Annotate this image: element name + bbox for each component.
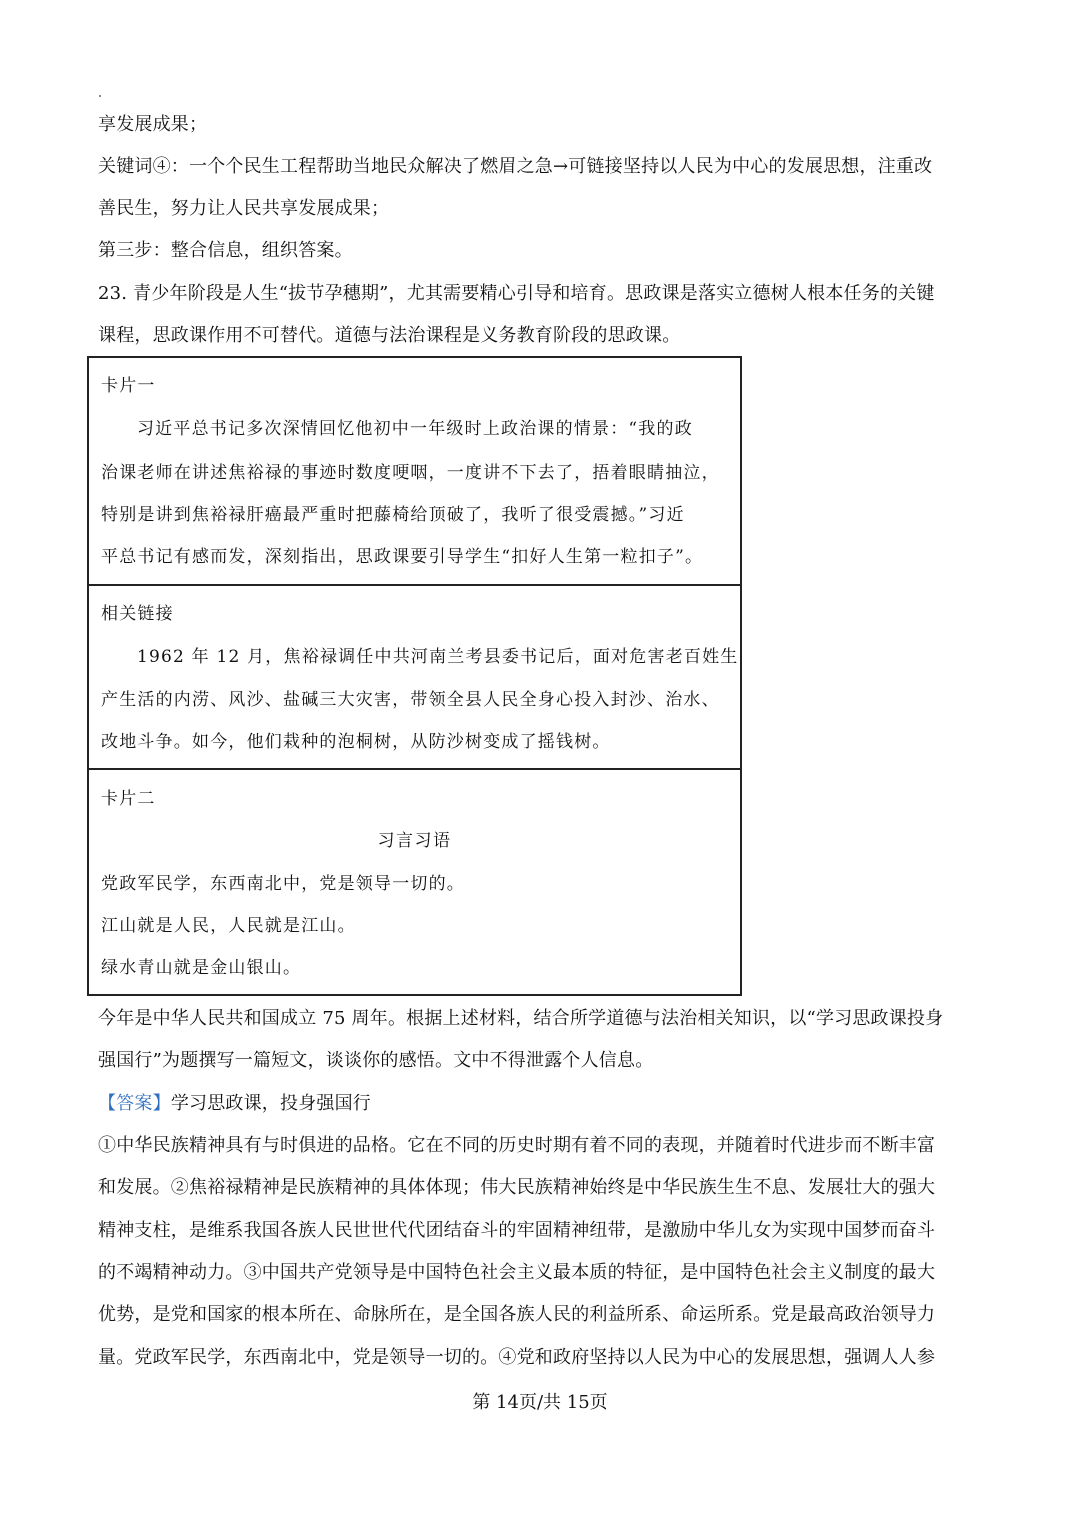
question-23-line: 课程，思政课作用不可替代。道德与法治课程是义务教育阶段的思政课。 (98, 325, 681, 346)
text-line: 关键词④：一个个民生工程帮助当地民众解决了燃眉之急→可链接坚持以人民为中心的发展思想，注重改 (98, 156, 933, 177)
card-two-line: 江山就是人民，人民就是江山。 (101, 916, 356, 936)
text-line: 善民生，努力让人民共享发展成果； (98, 198, 390, 219)
answer-line: 量。党政军民学，东西南北中，党是领导一切的。④党和政府坚持以人民为中心的发展思想，强调人人参 (98, 1347, 936, 1368)
card-two-line: 绿水青山就是金山银山。 (101, 958, 302, 978)
question-23-line: 23. 青少年阶段是人生“拔节孕穗期”，尤其需要精心引导和培育。思政课是落实立德树人根本任务的关键 (98, 283, 935, 304)
answer-line: 的不竭精神动力。③中国共产党领导是中国特色社会主义最本质的特征，是中国特色社会主义制度的最大 (98, 1262, 936, 1283)
card-two (87, 768, 742, 996)
card-one-title: 卡片一 (101, 376, 156, 396)
card-two-subtitle: 习言习语 (377, 831, 452, 851)
page-number: 第 14页/共 15页 (472, 1392, 608, 1413)
related-link-title: 相关链接 (101, 604, 174, 624)
card-two-title: 卡片二 (101, 789, 156, 809)
answer-title: 学习思政课，投身强国行 (170, 1093, 372, 1114)
answer-heading (98, 1092, 371, 1116)
card-one (87, 356, 742, 586)
answer-tag: 【答案】 (98, 1093, 171, 1114)
card-one-line: 特别是讲到焦裕禄肝癌最严重时把藤椅给顶破了，我听了很受震撼。”习近 (101, 505, 685, 525)
answer-line: 优势，是党和国家的根本所在、命脉所在，是全国各族人民的利益所系、命运所系。党是最高政治领导力 (98, 1304, 936, 1325)
page-mark (99, 95, 101, 97)
card-two-line: 党政军民学，东西南北中，党是领导一切的。 (101, 874, 465, 894)
related-link-card (87, 584, 742, 770)
task-line: 今年是中华人民共和国成立 75 周年。根据上述材料，结合所学道德与法治相关知识，以“学习思政课投身 (98, 1008, 944, 1029)
answer-line: 和发展。②焦裕禄精神是民族精神的具体体现；伟大民族精神始终是中华民族生生不息、发展壮大的强大 (98, 1177, 936, 1198)
related-link-line: 1962 年 12 月，焦裕禄调任中共河南兰考县委书记后，面对危害老百姓生 (137, 647, 739, 667)
card-one-line: 习近平总书记多次深情回忆他初中一年级时上政治课的情景：“我的政 (137, 419, 693, 439)
card-one-line: 治课老师在讲述焦裕禄的事迹时数度哽咽，一度讲不下去了，捂着眼睛抽泣， (101, 463, 720, 483)
related-link-line: 产生活的内涝、风沙、盐碱三大灾害，带领全县人民全身心投入封沙、治水、 (101, 690, 720, 710)
task-line: 强国行”为题撰写一篇短文，谈谈你的感悟。文中不得泄露个人信息。 (98, 1050, 654, 1071)
text-line: 第三步：整合信息，组织答案。 (98, 240, 353, 261)
related-link-line: 改地斗争。如今，他们栽种的泡桐树，从防沙树变成了摇钱树。 (101, 732, 611, 752)
text-line: 享发展成果； (98, 114, 208, 135)
answer-line: 精神支柱，是维系我国各族人民世世代代团结奋斗的牢固精神纽带，是激励中华儿女为实现中国梦而奋斗 (98, 1220, 936, 1241)
card-one-line: 平总书记有感而发，深刻指出，思政课要引导学生“扣好人生第一粒扣子”。 (101, 547, 704, 567)
answer-line: ①中华民族精神具有与时俱进的品格。它在不同的历史时期有着不同的表现，并随着时代进步而不断丰富 (98, 1135, 936, 1156)
